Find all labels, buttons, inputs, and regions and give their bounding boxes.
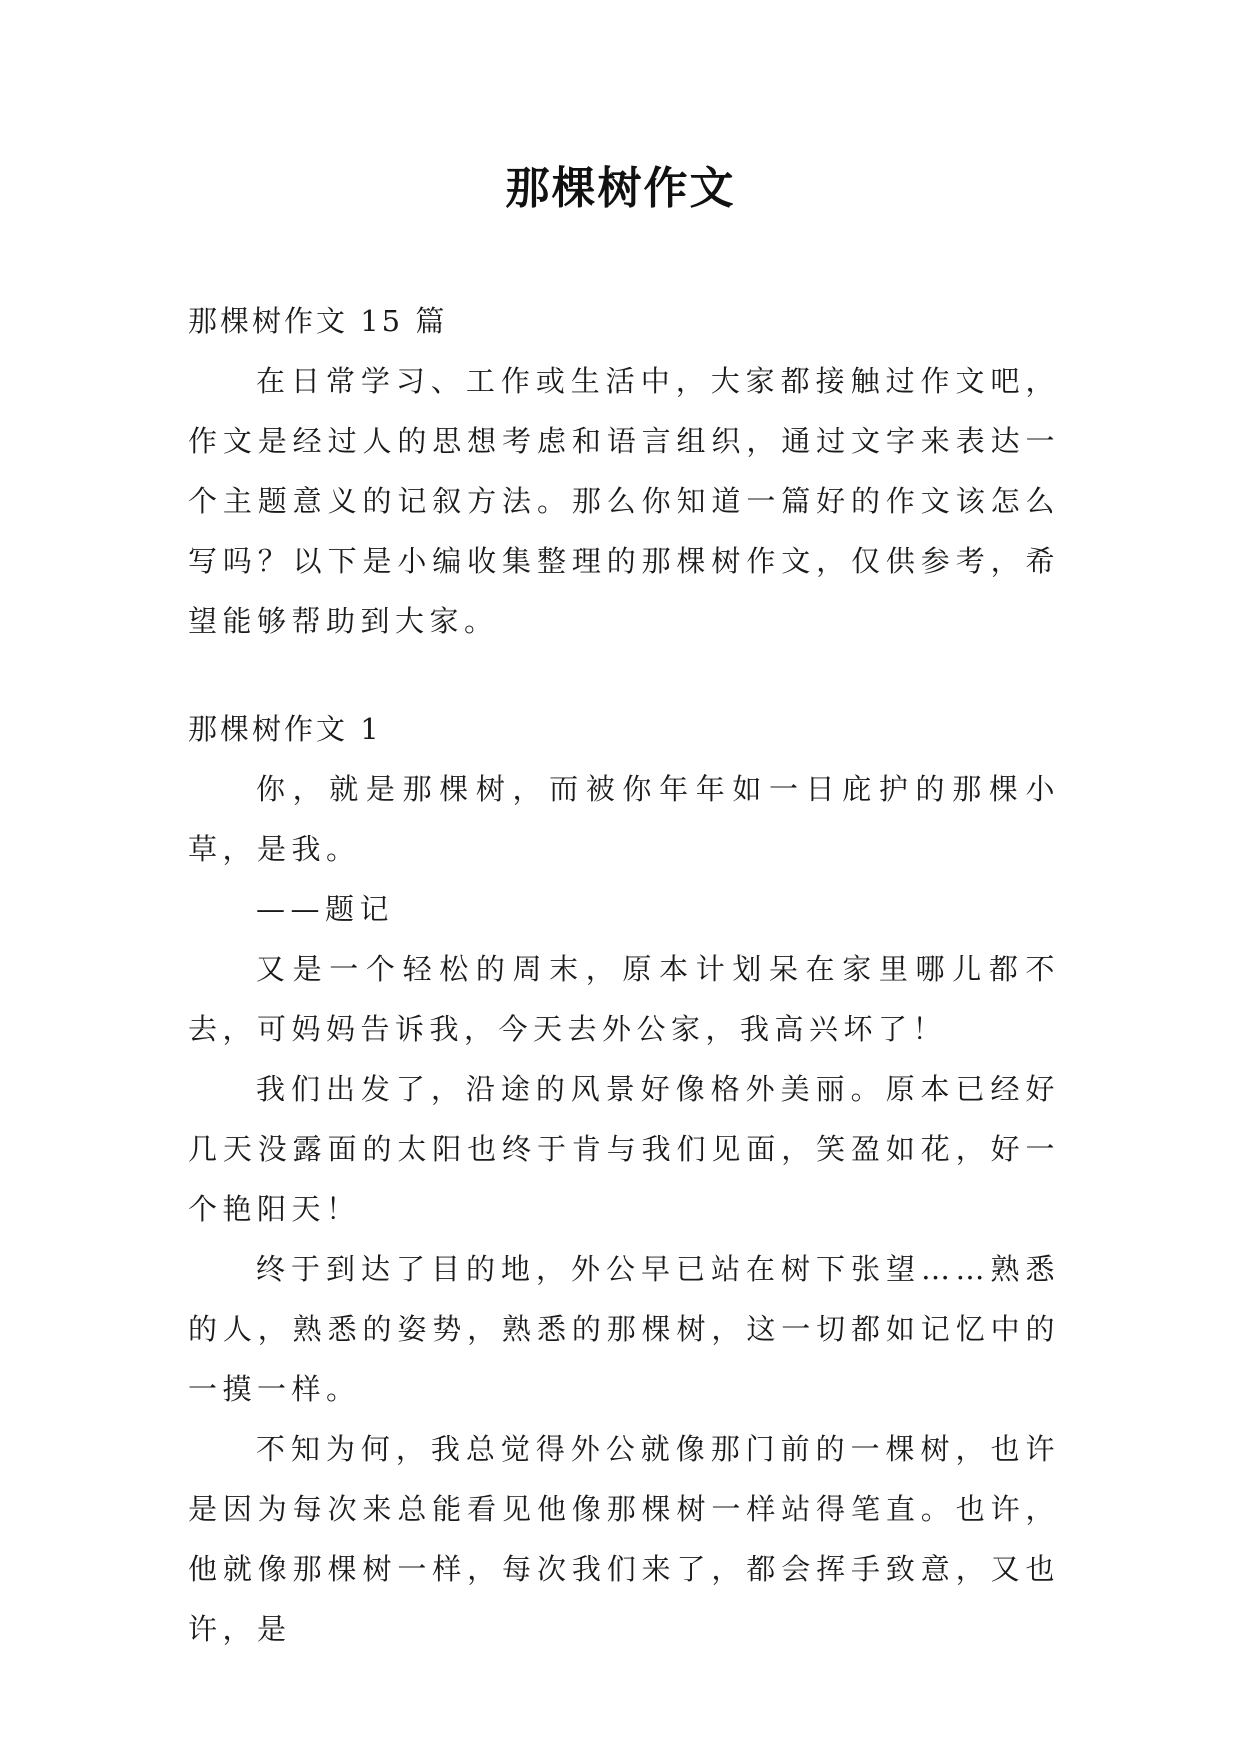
essay-paragraph: 我们出发了，沿途的风景好像格外美丽。原本已经好几天没露面的太阳也终于肯与我们见面，笑盈如花，好一个艳阳天！ bbox=[188, 1072, 1060, 1226]
document-body bbox=[188, 291, 1060, 1659]
epigraph-attribution: ——题记 bbox=[256, 892, 395, 926]
essay-paragraph: 终于到达了目的地，外公早已站在树下张望……熟悉的人，熟悉的姿势，熟悉的那棵树，这一切都如记忆中的一摸一样。 bbox=[188, 1252, 1060, 1406]
document-title: 那棵树作文 bbox=[505, 163, 736, 214]
intro-paragraph: 在日常学习、工作或生活中，大家都接触过作文吧，作文是经过人的思想考虑和语言组织，通过文字来表达一个主题意义的记叙方法。那么你知道一篇好的作文该怎么写吗？以下是小编收集整理的那棵树作文，仅供参考，希望能够帮助到大家。 bbox=[188, 364, 1060, 638]
collection-heading: 那棵树作文 15 篇 bbox=[188, 304, 448, 338]
essay-paragraph: 又是一个轻松的周末，原本计划呆在家里哪儿都不去，可妈妈告诉我，今天去外公家，我高兴坏了！ bbox=[188, 952, 1060, 1046]
essay-paragraph: 不知为何，我总觉得外公就像那门前的一棵树，也许是因为每次来总能看见他像那棵树一样站得笔直。也许，他就像那棵树一样，每次我们来了，都会挥手致意，又也许，是 bbox=[188, 1432, 1060, 1646]
essay-paragraph: 你，就是那棵树，而被你年年如一日庇护的那棵小草，是我。 bbox=[188, 772, 1060, 866]
essay-heading: 那棵树作文 1 bbox=[188, 712, 382, 746]
